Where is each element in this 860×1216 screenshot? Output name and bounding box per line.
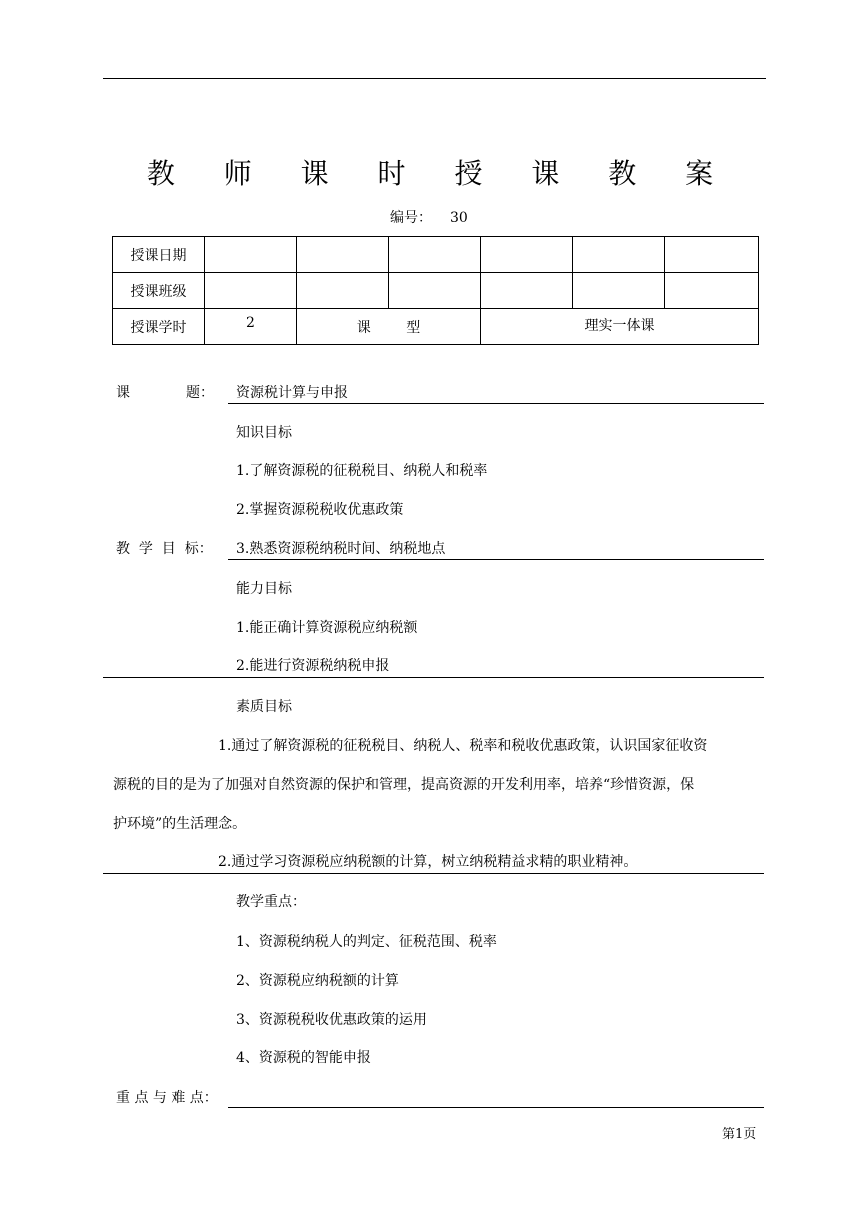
table-cell: [297, 237, 389, 273]
table-cell: [481, 237, 573, 273]
list-item: 1、资源税纳税人的判定、征税范围、税率: [236, 934, 497, 950]
quality-heading: 素质目标: [236, 699, 292, 715]
date-label: 授课日期: [113, 237, 205, 273]
hours-value: 2: [205, 309, 297, 345]
table-cell: [205, 273, 297, 309]
table-row: [113, 237, 759, 273]
list-item: 1.了解资源税的征税税目、纳税人和税率: [236, 463, 488, 479]
table-cell: [389, 237, 481, 273]
class-label: 授课班级: [113, 273, 205, 309]
quality-paragraph-line: 护环境”的生活理念。: [113, 816, 247, 832]
knowledge-heading: 知识目标: [236, 425, 292, 441]
topic-rule: [228, 403, 764, 404]
topic-label-b: 题：: [186, 385, 214, 401]
table-cell: [665, 273, 759, 309]
topic-value: 资源税计算与申报: [236, 385, 348, 401]
goals-rule: [228, 559, 764, 560]
list-item: 2、资源税应纳税额的计算: [236, 973, 399, 989]
key-points-heading: 教学重点：: [236, 894, 306, 910]
header-rule: [103, 78, 766, 79]
list-item: 4、资源税的智能申报: [236, 1050, 371, 1066]
key-points-rule: [228, 1107, 764, 1108]
list-item: 3、资源税税收优惠政策的运用: [236, 1012, 427, 1028]
type-value: 理实一体课: [481, 309, 759, 345]
ability-rule: [103, 677, 764, 678]
quality-paragraph-line: 源税的目的是为了加强对自然资源的保护和管理，提高资源的开发利用率，培养“珍惜资源，保: [113, 777, 695, 793]
topic-label-a: 课: [116, 385, 130, 401]
ability-heading: 能力目标: [236, 581, 292, 597]
table-cell: [297, 273, 389, 309]
table-cell: [481, 273, 573, 309]
quality-paragraph-2: 2.通过学习资源税应纳税额的计算，树立纳税精益求精的职业精神。: [218, 854, 638, 870]
type-label: 课 型: [297, 309, 481, 345]
goals-label: 教 学 目 标：: [116, 541, 213, 557]
key-points-label: 重 点 与 难 点：: [116, 1090, 218, 1106]
list-item: 3.熟悉资源税纳税时间、纳税地点: [236, 541, 446, 557]
table-row: [113, 273, 759, 309]
table-cell: [573, 273, 665, 309]
quality-rule: [103, 873, 764, 874]
serial-label: 编号：: [390, 210, 432, 226]
table-cell: [573, 237, 665, 273]
list-item: 1.能正确计算资源税应纳税额: [236, 620, 418, 636]
serial-number: [390, 207, 468, 227]
page-number: 第1页: [722, 1127, 757, 1142]
list-item: 2.能进行资源税纳税申报: [236, 658, 390, 674]
hours-label: 授课学时: [113, 309, 205, 345]
document-title: 教 师 课 时 授 课 教 案: [146, 157, 734, 190]
table-cell: [205, 237, 297, 273]
quality-paragraph-line: 1.通过了解资源税的征税税目、纳税人、税率和税收优惠政策，认识国家征收资: [218, 738, 708, 754]
table-row: [113, 309, 759, 345]
serial-value: 30: [450, 210, 468, 226]
info-table: [112, 236, 759, 345]
table-cell: [665, 237, 759, 273]
list-item: 2.掌握资源税税收优惠政策: [236, 502, 404, 518]
table-cell: [389, 273, 481, 309]
